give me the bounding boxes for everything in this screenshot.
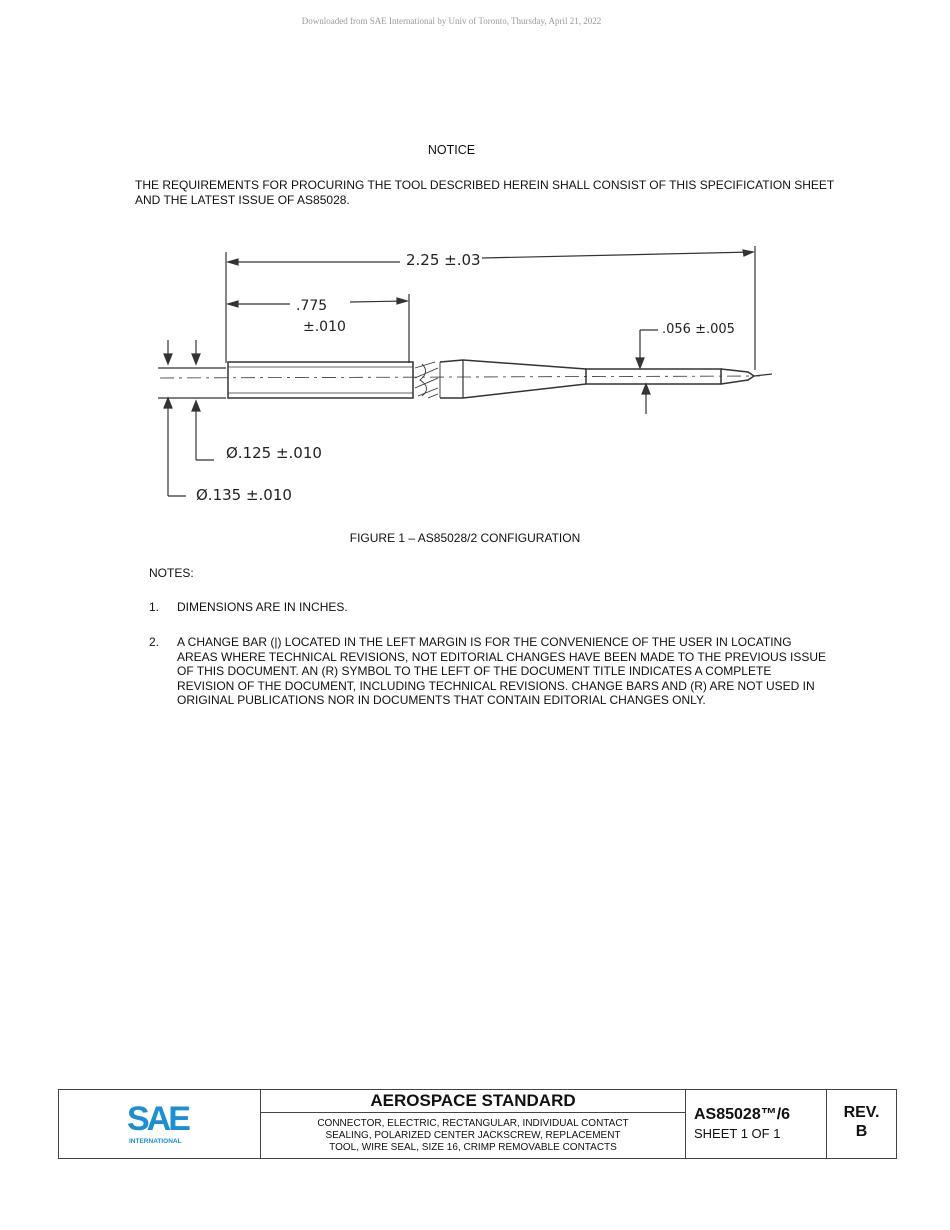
revision-cell [827,1090,896,1158]
notice-title: NOTICE [427,143,476,157]
dim-outer-dia-label: Ø.135 ±.010 [196,486,292,504]
logo-text: SAE [127,1100,188,1138]
dim-shank-tol: ±.010 [303,319,346,335]
document-number-cell [686,1090,827,1158]
centerline [160,376,760,378]
arrow-overall-left [228,259,238,265]
arrow-tip-bottom [642,384,650,394]
logo-subtext: INTERNATIONAL [129,1138,182,1145]
document-number: AS85028™/6 [694,1106,791,1123]
dim-overall-label: 2.25 ±.03 [406,251,481,269]
title-block [58,1089,897,1159]
hatch-section [413,362,440,398]
sae-logo-cell [59,1090,261,1158]
document-description [261,1113,685,1154]
tool-drawing [150,238,790,518]
tool-drawing-figure [150,238,790,518]
tool-taper [463,360,586,398]
figure-caption: FIGURE 1 – AS85028/2 CONFIGURATION [349,531,581,545]
sheet-count: SHEET 1 OF 1 [694,1126,781,1141]
title-cell [261,1090,686,1158]
notice-body: THE REQUIREMENTS FOR PROCURING THE TOOL DESCRIBED HEREIN SHALL CONSIST OF THIS SPECIFICATION SHEET AND THE LATEST ISSUE OF AS85028. [135,178,834,207]
note-text: A CHANGE BAR (|) LOCATED IN THE LEFT MARGIN IS FOR THE CONVENIENCE OF THE USER IN LOCATING AREAS WHERE TECHNICAL REVISIONS, NOT EDITORIAL CHANGES HAVE BEEN MADE TO THE PREVIOUS ISSUE OF THIS DOCUMENT. AN (R) SYMBOL TO THE LEFT OF THE DOCUMENT TITLE INDICATES A COMPLETE REVISION OF THE DOCUMENT, INCLUDING TECHNICAL REVISIONS. CHANGE BARS AND (R) ARE NOT USED IN ORIGINAL PUBLICATIONS NOR IN DOCUMENTS THAT CONTAIN EDITORIAL CHANGES ONLY. [177,635,827,707]
description-line: SEALING, POLARIZED CENTER JACKSCREW, REPLACEMENT [325,1130,621,1141]
download-notice: Downloaded from SAE International by Univ of Toronto, Thursday, April 21, 2022 [301,16,602,26]
arrow-overall-right [743,250,753,256]
arrow-tip-top [636,358,644,368]
standard-heading: AEROSPACE STANDARD [261,1090,685,1113]
note-number: 1. [149,600,160,614]
sae-logo-icon [125,1099,195,1147]
revision-label: REV. [843,1104,880,1121]
description-line: TOOL, WIRE SEAL, SIZE 16, CRIMP REMOVABLE CONTACTS [329,1142,617,1153]
dim-inner-dia-label: Ø.125 ±.010 [226,444,322,462]
notes-heading: NOTES: [149,566,194,580]
note-number: 2. [149,635,160,649]
description-line: CONNECTOR, ELECTRIC, RECTANGULAR, INDIVIDUAL CONTACT [317,1118,629,1129]
dim-shank-value: .775 [296,298,328,314]
dim-tip-label: .056 ±.005 [662,322,735,337]
note-text: DIMENSIONS ARE IN INCHES. [177,600,348,614]
revision-value: B [855,1123,868,1140]
